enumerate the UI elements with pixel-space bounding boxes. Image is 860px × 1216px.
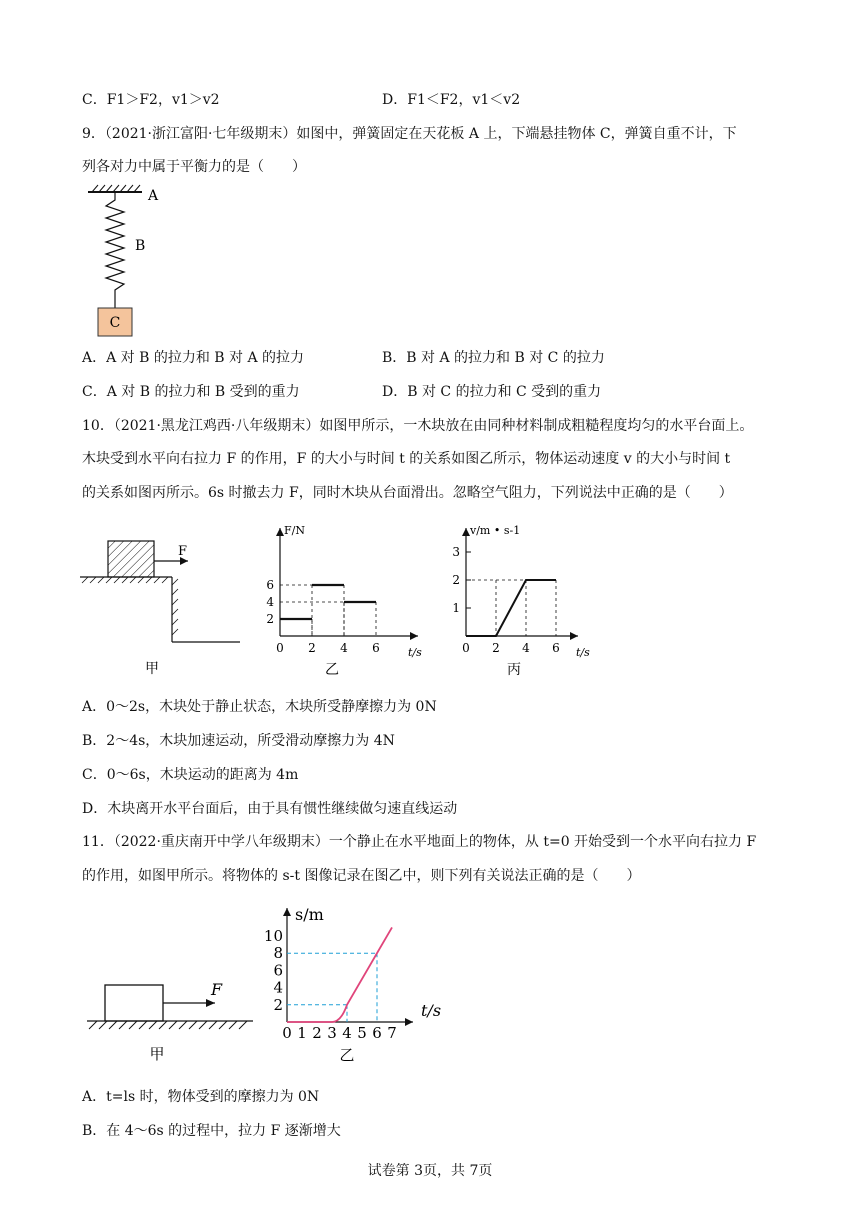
y-axis-arrow bbox=[276, 528, 284, 536]
q10-option-a: A．0～2s，木块处于静止状态，木块所受静摩擦力为 0N bbox=[82, 699, 437, 715]
q9-spring-figure bbox=[80, 182, 190, 342]
q8-option-c: C．F1＞F2，v1＞v2 bbox=[82, 92, 220, 108]
y-tick-label: 8 bbox=[273, 944, 283, 963]
y-tick-label: 6 bbox=[273, 961, 283, 980]
q9-stem-line-1: 9．（2021·浙江富阳·七年级期末）如图中，弹簧固定在天花板 A 上，下端悬挂物体 C，弹簧自重不计，下 bbox=[82, 126, 737, 142]
y-axis-label: s/m bbox=[295, 905, 324, 924]
x-tick-label: 5 bbox=[357, 1024, 367, 1042]
x-axis-arrow bbox=[405, 1018, 413, 1026]
q10-stem-line-2: 木块受到水平向右拉力 F 的作用，F 的大小与时间 t 的关系如图乙所示，物体运动速度 v 的大小与时间 t bbox=[82, 451, 731, 467]
q10-stem-line-1: 10．（2021·黑龙江鸡西·八年级期末）如图甲所示，一木块放在由同种材料制成粗糙程度均匀的水平台面上。 bbox=[82, 418, 754, 434]
q10-option-b: B．2～4s，木块加速运动，所受滑动摩擦力为 4N bbox=[82, 733, 395, 749]
x-tick-label: 0 bbox=[276, 641, 284, 655]
x-tick-label: 6 bbox=[372, 1024, 382, 1042]
x-tick-label: 6 bbox=[372, 641, 380, 655]
object-block bbox=[105, 985, 163, 1021]
x-tick-label: 4 bbox=[522, 641, 530, 655]
y-tick-label: 2 bbox=[452, 573, 460, 587]
q9-option-d: D．B 对 C 的拉力和 C 受到的重力 bbox=[382, 384, 602, 400]
q11-fig-jia bbox=[85, 975, 260, 1065]
x-tick-label: 4 bbox=[342, 1024, 352, 1042]
force-label: F bbox=[211, 980, 223, 999]
q11-option-a: A．t=ls 时，物体受到的摩擦力为 0N bbox=[82, 1089, 320, 1105]
y-tick-label: 4 bbox=[266, 595, 274, 609]
x-tick-label: 3 bbox=[327, 1024, 337, 1042]
x-tick-label: 2 bbox=[308, 641, 316, 655]
distance-curve bbox=[287, 927, 392, 1022]
q10-fig-yi-chart bbox=[258, 520, 438, 680]
label-b: B bbox=[135, 238, 146, 254]
q9-stem-line-2: 列各对力中属于平衡力的是（ ） bbox=[82, 159, 306, 175]
label-c: C bbox=[109, 315, 121, 331]
wood-block bbox=[108, 541, 154, 577]
y-tick-label: 3 bbox=[452, 545, 460, 559]
x-axis-arrow bbox=[410, 632, 418, 640]
y-tick-label: 2 bbox=[273, 995, 283, 1014]
caption-yi: 乙 bbox=[325, 662, 339, 678]
caption-yi: 乙 bbox=[339, 1046, 355, 1064]
caption-jia: 甲 bbox=[145, 661, 159, 677]
q9-option-a: A．A 对 B 的拉力和 B 对 A 的拉力 bbox=[82, 350, 305, 366]
y-axis-arrow bbox=[462, 528, 470, 536]
caption-jia: 甲 bbox=[149, 1045, 165, 1063]
x-tick-label: 2 bbox=[312, 1024, 322, 1042]
y-axis-label: v/m • s-1 bbox=[470, 524, 521, 537]
q11-stem-line-2: 的作用，如图甲所示。将物体的 s-t 图像记录在图乙中，则下列有关说法正确的是（ ） bbox=[82, 868, 641, 884]
q10-option-d: D．木块离开水平台面后，由于具有惯性继续做匀速直线运动 bbox=[82, 801, 458, 817]
velocity-line bbox=[466, 580, 556, 636]
q11-stem-line-1: 11．（2022·重庆南开中学八年级期末）一个静止在水平地面上的物体，从 t=0 开始受到一个水平向右拉力 F bbox=[82, 834, 757, 850]
page-footer: 试卷第 3页，共 7页 bbox=[367, 1163, 493, 1179]
x-tick-label: 1 bbox=[297, 1024, 307, 1042]
q11-option-b: B．在 4～6s 的过程中，拉力 F 逐渐增大 bbox=[82, 1123, 341, 1139]
y-axis-arrow bbox=[283, 908, 291, 916]
q10-stem-line-3: 的关系如图丙所示。6s 时撤去力 F，同时木块从台面滑出。忽略空气阻力，下列说法中正确的是（ ） bbox=[82, 485, 733, 501]
x-tick-label: 0 bbox=[462, 641, 470, 655]
x-axis-label: t/s bbox=[576, 646, 590, 659]
x-axis-label: t/s bbox=[421, 1001, 442, 1020]
q8-option-d: D．F1＜F2，v1＜v2 bbox=[382, 92, 521, 108]
q10-fig-jia bbox=[80, 525, 250, 680]
x-tick-label: 0 bbox=[282, 1024, 292, 1042]
y-tick-label: 6 bbox=[266, 578, 274, 592]
q11-fig-yi-chart bbox=[255, 898, 455, 1068]
caption-bing: 丙 bbox=[507, 662, 521, 678]
x-tick-label: 4 bbox=[340, 641, 348, 655]
x-tick-label: 2 bbox=[492, 641, 500, 655]
x-tick-label: 7 bbox=[387, 1024, 397, 1042]
y-tick-label: 10 bbox=[263, 927, 283, 945]
x-axis-label: t/s bbox=[408, 646, 422, 659]
label-a: A bbox=[148, 188, 159, 204]
q9-option-b: B．B 对 A 的拉力和 B 对 C 的拉力 bbox=[382, 350, 605, 366]
y-tick-label: 2 bbox=[266, 612, 274, 626]
y-tick-label: 4 bbox=[273, 978, 283, 997]
force-label: F bbox=[178, 544, 188, 559]
y-axis-label: F/N bbox=[284, 524, 305, 537]
x-tick-label: 6 bbox=[552, 641, 560, 655]
x-axis-arrow bbox=[570, 632, 578, 640]
q10-fig-bing-chart bbox=[448, 520, 608, 680]
q9-option-c: C．A 对 B 的拉力和 B 受到的重力 bbox=[82, 384, 300, 400]
q10-option-c: C．0～6s，木块运动的距离为 4m bbox=[82, 767, 299, 783]
y-tick-label: 1 bbox=[452, 601, 460, 615]
